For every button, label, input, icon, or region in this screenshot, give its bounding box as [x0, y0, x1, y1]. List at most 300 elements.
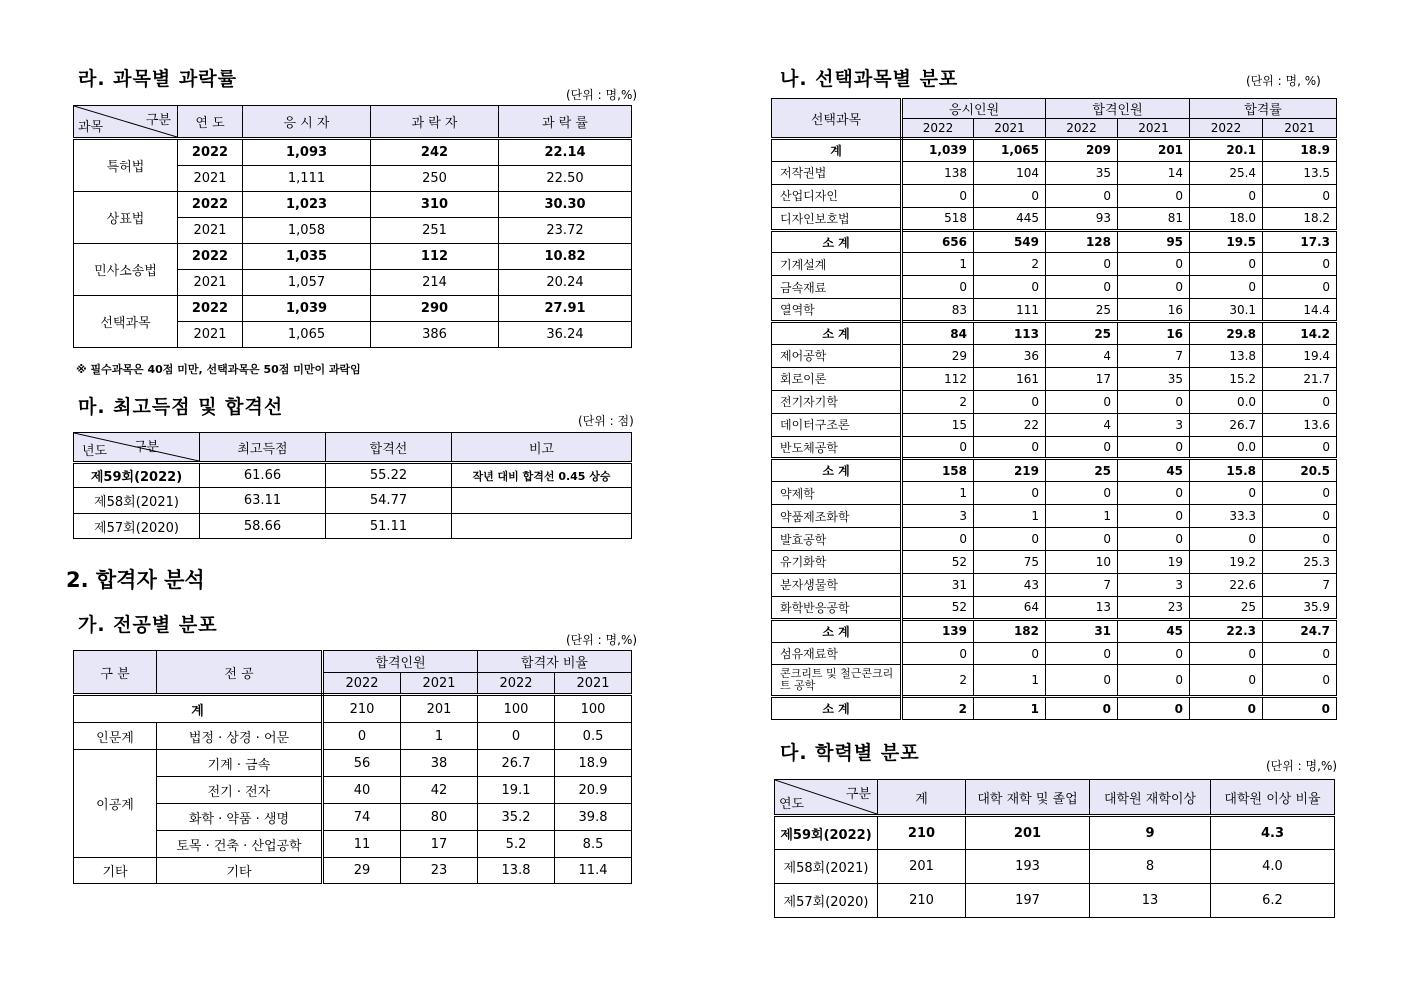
value-cell: 111 — [974, 299, 1046, 322]
table-row — [74, 139, 632, 166]
col-header: 전 공 — [157, 651, 323, 695]
value-cell: 158 — [902, 459, 974, 482]
col-header: 과 락 자 — [371, 106, 499, 139]
major-cell: 전기 · 전자 — [157, 777, 323, 804]
value-cell: 0 — [974, 276, 1046, 299]
value-cell: 7 — [1046, 573, 1118, 596]
value-cell: 15.8 — [1190, 459, 1263, 482]
year-header: 2021 — [401, 673, 478, 695]
value-cell: 0 — [1118, 642, 1190, 665]
value-cell: 22.6 — [1190, 573, 1263, 596]
table-row — [772, 482, 1337, 505]
table-row — [74, 777, 632, 804]
value-cell: 0 — [902, 276, 974, 299]
value-cell: 4.0 — [1211, 850, 1335, 884]
value-cell: 0 — [1263, 253, 1337, 276]
major-cell: 기타 — [157, 858, 323, 884]
year-cell: 2021 — [178, 166, 243, 192]
subject-cell: 유기화학 — [772, 551, 902, 574]
table-row — [74, 750, 632, 777]
value-cell: 84 — [902, 322, 974, 345]
value-cell: 45 — [1118, 459, 1190, 482]
value-cell: 5.2 — [478, 831, 555, 858]
value-cell: 19.1 — [478, 777, 555, 804]
value-cell: 0 — [974, 528, 1046, 551]
value-cell: 25 — [1046, 299, 1118, 322]
year-header: 2021 — [974, 119, 1046, 139]
value-cell: 27.91 — [499, 296, 632, 322]
value-cell: 201 — [401, 695, 478, 723]
year-header: 2021 — [1263, 119, 1337, 139]
value-cell: 2 — [974, 253, 1046, 276]
value-cell: 30.30 — [499, 192, 632, 218]
value-cell: 214 — [371, 270, 499, 296]
value-cell: 16 — [1118, 322, 1190, 345]
col-header: 선택과목 — [772, 99, 902, 139]
subject-cell: 소 계 — [772, 619, 902, 642]
subtotal-row — [772, 322, 1337, 345]
value-cell: 93 — [1046, 207, 1118, 230]
group-cell: 이공계 — [74, 750, 157, 858]
table-row — [772, 299, 1337, 322]
table-row — [772, 253, 1337, 276]
value-cell: 112 — [902, 367, 974, 390]
col-header: 연 도 — [178, 106, 243, 139]
year-cell: 2022 — [178, 244, 243, 270]
value-cell: 100 — [478, 695, 555, 723]
col-header: 계 — [878, 780, 966, 816]
subject-cell: 반도체공학 — [772, 436, 902, 459]
value-cell: 22 — [974, 413, 1046, 436]
table-row — [74, 488, 632, 514]
value-cell: 251 — [371, 218, 499, 244]
value-cell: 210 — [878, 884, 966, 918]
value-cell: 52 — [902, 551, 974, 574]
col-header: 합격인원 — [323, 651, 478, 673]
corner-bottom: 연도 — [779, 797, 805, 812]
value-cell: 201 — [878, 850, 966, 884]
subject-cell: 화학반응공학 — [772, 596, 902, 619]
value-cell: 0 — [1263, 642, 1337, 665]
value-cell: 0 — [1046, 528, 1118, 551]
value-cell: 1 — [902, 482, 974, 505]
value-cell: 0 — [1190, 697, 1263, 720]
value-cell: 83 — [902, 299, 974, 322]
value-cell: 45 — [1118, 619, 1190, 642]
table-row — [74, 831, 632, 858]
table-row — [772, 642, 1337, 665]
value-cell: 42 — [401, 777, 478, 804]
section-ra-unit: (단위 : 명,%) — [566, 88, 638, 102]
value-cell: 0 — [974, 482, 1046, 505]
value-cell: 1 — [974, 505, 1046, 528]
value-cell: 95 — [1118, 230, 1190, 253]
value-cell: 22.14 — [499, 139, 632, 166]
value-cell: 33.3 — [1190, 505, 1263, 528]
value-cell: 58.66 — [200, 514, 326, 539]
value-cell: 0 — [1118, 436, 1190, 459]
remark-cell — [452, 514, 632, 539]
subject-cell: 계 — [772, 139, 902, 162]
value-cell: 1 — [974, 697, 1046, 720]
value-cell: 0 — [1263, 697, 1337, 720]
col-header: 응시인원 — [902, 99, 1046, 119]
section-ra-title: 라. 과목별 과락률 — [78, 68, 237, 90]
value-cell: 26.7 — [1190, 413, 1263, 436]
value-cell: 13.8 — [1190, 345, 1263, 368]
value-cell: 16 — [1118, 299, 1190, 322]
year-header: 2021 — [555, 673, 632, 695]
value-cell: 31 — [1046, 619, 1118, 642]
year-cell: 2021 — [178, 270, 243, 296]
total-label: 계 — [74, 695, 323, 723]
table-row — [775, 816, 1335, 850]
value-cell: 17.3 — [1263, 230, 1337, 253]
value-cell: 445 — [974, 207, 1046, 230]
value-cell: 0 — [1263, 184, 1337, 207]
value-cell: 8.5 — [555, 831, 632, 858]
table-row — [772, 184, 1337, 207]
table-row — [772, 345, 1337, 368]
table-row — [772, 207, 1337, 230]
value-cell: 182 — [974, 619, 1046, 642]
value-cell: 11 — [323, 831, 401, 858]
value-cell: 80 — [401, 804, 478, 831]
section-da-unit: (단위 : 명,%) — [1266, 759, 1338, 773]
table-row — [772, 665, 1337, 697]
round-cell: 제57회(2020) — [74, 514, 200, 539]
group-cell: 기타 — [74, 858, 157, 884]
year-cell: 2022 — [178, 296, 243, 322]
value-cell: 38 — [401, 750, 478, 777]
subject-cell: 소 계 — [772, 230, 902, 253]
value-cell: 0 — [1190, 642, 1263, 665]
value-cell: 25.4 — [1190, 161, 1263, 184]
value-cell: 35.9 — [1263, 596, 1337, 619]
corner-cell — [775, 780, 878, 816]
table-row — [74, 858, 632, 884]
subject-cell: 데이터구조론 — [772, 413, 902, 436]
col-header: 합격인원 — [1046, 99, 1190, 119]
value-cell: 61.66 — [200, 463, 326, 488]
value-cell: 10.82 — [499, 244, 632, 270]
value-cell: 386 — [371, 322, 499, 348]
value-cell: 7 — [1118, 345, 1190, 368]
value-cell: 2 — [902, 665, 974, 697]
value-cell: 23 — [1118, 596, 1190, 619]
value-cell: 15.2 — [1190, 367, 1263, 390]
value-cell: 35 — [1046, 161, 1118, 184]
value-cell: 25.3 — [1263, 551, 1337, 574]
section-na-title: 나. 선택과목별 분포 — [780, 68, 959, 90]
value-cell: 1 — [1046, 505, 1118, 528]
value-cell: 19 — [1118, 551, 1190, 574]
value-cell: 20.5 — [1263, 459, 1337, 482]
fail-rate-table — [73, 105, 632, 348]
year-header: 2022 — [323, 673, 401, 695]
value-cell: 22.3 — [1190, 619, 1263, 642]
value-cell: 104 — [974, 161, 1046, 184]
value-cell: 310 — [371, 192, 499, 218]
value-cell: 0 — [1046, 390, 1118, 413]
value-cell: 0 — [902, 436, 974, 459]
year-header: 2022 — [478, 673, 555, 695]
group-cell: 인문계 — [74, 723, 157, 750]
value-cell: 0.0 — [1190, 390, 1263, 413]
subject-cell: 소 계 — [772, 322, 902, 345]
round-cell: 제58회(2021) — [74, 488, 200, 514]
value-cell: 0 — [1118, 697, 1190, 720]
value-cell: 128 — [1046, 230, 1118, 253]
col-header: 구 분 — [74, 651, 157, 695]
value-cell: 26.7 — [478, 750, 555, 777]
subject-cell: 금속재료 — [772, 276, 902, 299]
value-cell: 17 — [1046, 367, 1118, 390]
subject-cell: 열역학 — [772, 299, 902, 322]
value-cell: 7 — [1263, 573, 1337, 596]
value-cell: 290 — [371, 296, 499, 322]
value-cell: 43 — [974, 573, 1046, 596]
value-cell: 6.2 — [1211, 884, 1335, 918]
table-row — [74, 514, 632, 539]
value-cell: 0 — [1046, 436, 1118, 459]
value-cell: 30.1 — [1190, 299, 1263, 322]
value-cell: 11.4 — [555, 858, 632, 884]
table-row — [775, 850, 1335, 884]
value-cell: 1,058 — [243, 218, 371, 244]
col-header: 대학 재학 및 졸업 — [966, 780, 1090, 816]
value-cell: 29 — [902, 345, 974, 368]
value-cell: 209 — [1046, 139, 1118, 162]
value-cell: 1,057 — [243, 270, 371, 296]
value-cell: 55.22 — [326, 463, 452, 488]
value-cell: 13 — [1090, 884, 1211, 918]
value-cell: 14 — [1118, 161, 1190, 184]
value-cell: 656 — [902, 230, 974, 253]
value-cell: 18.0 — [1190, 207, 1263, 230]
col-header: 대학원 이상 비율 — [1211, 780, 1335, 816]
value-cell: 0 — [1118, 505, 1190, 528]
subtotal-row — [772, 459, 1337, 482]
value-cell: 56 — [323, 750, 401, 777]
major-cell: 화학 · 약품 · 생명 — [157, 804, 323, 831]
major-cell: 기계 · 금속 — [157, 750, 323, 777]
value-cell: 0 — [1263, 390, 1337, 413]
subject-cell: 발효공학 — [772, 528, 902, 551]
value-cell: 1,065 — [974, 139, 1046, 162]
subject-cell: 제어공학 — [772, 345, 902, 368]
value-cell: 518 — [902, 207, 974, 230]
value-cell: 74 — [323, 804, 401, 831]
table-row — [772, 551, 1337, 574]
col-header: 합격률 — [1190, 99, 1337, 119]
value-cell: 100 — [555, 695, 632, 723]
value-cell: 39.8 — [555, 804, 632, 831]
value-cell: 1,023 — [243, 192, 371, 218]
education-table — [774, 779, 1335, 918]
value-cell: 0 — [323, 723, 401, 750]
value-cell: 1 — [401, 723, 478, 750]
year-cell: 2021 — [178, 322, 243, 348]
section-da-title: 다. 학력별 분포 — [780, 742, 920, 764]
table-row — [74, 695, 632, 723]
value-cell: 0 — [1190, 253, 1263, 276]
subject-cell: 소 계 — [772, 697, 902, 720]
value-cell: 1,035 — [243, 244, 371, 270]
subject-cell: 기계설계 — [772, 253, 902, 276]
value-cell: 4 — [1046, 345, 1118, 368]
table-row — [772, 596, 1337, 619]
year-cell: 2022 — [178, 192, 243, 218]
value-cell: 18.2 — [1263, 207, 1337, 230]
corner-cell — [74, 433, 200, 463]
value-cell: 4.3 — [1211, 816, 1335, 850]
col-header: 과 락 률 — [499, 106, 632, 139]
value-cell: 1,065 — [243, 322, 371, 348]
value-cell: 0 — [1263, 436, 1337, 459]
value-cell: 75 — [974, 551, 1046, 574]
table-row — [74, 296, 632, 322]
value-cell: 54.77 — [326, 488, 452, 514]
value-cell: 31 — [902, 573, 974, 596]
table-row — [772, 505, 1337, 528]
value-cell: 0.5 — [555, 723, 632, 750]
table-row — [772, 276, 1337, 299]
subject-cell: 약제학 — [772, 482, 902, 505]
year-cell: 2022 — [178, 139, 243, 166]
col-header: 합격선 — [326, 433, 452, 463]
year-header: 2022 — [1190, 119, 1263, 139]
subject-cell: 콘크리트 및 철근콘크리트 공학 — [772, 665, 902, 697]
value-cell: 20.9 — [555, 777, 632, 804]
corner-top: 구분 — [145, 113, 171, 128]
table-row — [772, 367, 1337, 390]
value-cell: 0 — [1118, 528, 1190, 551]
value-cell: 0 — [1263, 482, 1337, 505]
value-cell: 201 — [966, 816, 1090, 850]
value-cell: 64 — [974, 596, 1046, 619]
subject-cell: 선택과목 — [74, 296, 178, 348]
value-cell: 0 — [1263, 528, 1337, 551]
corner-bottom: 과목 — [78, 120, 104, 135]
value-cell: 1,039 — [243, 296, 371, 322]
remark-cell — [452, 488, 632, 514]
year-cell: 2021 — [178, 218, 243, 244]
value-cell: 0 — [1046, 276, 1118, 299]
value-cell: 0 — [1263, 665, 1337, 697]
col-header: 대학원 재학이상 — [1090, 780, 1211, 816]
value-cell: 14.4 — [1263, 299, 1337, 322]
corner-cell — [74, 106, 178, 139]
value-cell: 0 — [1118, 665, 1190, 697]
table-row — [772, 161, 1337, 184]
value-cell: 19.4 — [1263, 345, 1337, 368]
value-cell: 0 — [974, 436, 1046, 459]
table-row — [74, 244, 632, 270]
value-cell: 549 — [974, 230, 1046, 253]
value-cell: 0 — [1118, 184, 1190, 207]
value-cell: 139 — [902, 619, 974, 642]
value-cell: 0 — [974, 184, 1046, 207]
value-cell: 10 — [1046, 551, 1118, 574]
corner-bottom: 년도 — [82, 444, 108, 459]
value-cell: 9 — [1090, 816, 1211, 850]
value-cell: 219 — [974, 459, 1046, 482]
value-cell: 161 — [974, 367, 1046, 390]
subject-cell: 분자생물학 — [772, 573, 902, 596]
table-row — [74, 192, 632, 218]
section-ga-unit: (단위 : 명,%) — [566, 633, 638, 647]
value-cell: 197 — [966, 884, 1090, 918]
table-row — [772, 528, 1337, 551]
corner-top: 구분 — [133, 440, 159, 455]
remark-cell: 작년 대비 합격선 0.45 상승 — [452, 463, 632, 488]
value-cell: 112 — [371, 244, 499, 270]
round-cell: 제57회(2020) — [775, 884, 878, 918]
value-cell: 242 — [371, 139, 499, 166]
value-cell: 0 — [1118, 253, 1190, 276]
value-cell: 193 — [966, 850, 1090, 884]
fail-rate-note: ※ 필수과목은 40점 미만, 선택과목은 50점 미만이 과락임 — [76, 363, 361, 376]
table-row — [775, 884, 1335, 918]
total-row — [772, 139, 1337, 162]
value-cell: 0 — [1190, 184, 1263, 207]
section-ma-unit: (단위 : 점) — [578, 414, 634, 428]
value-cell: 0 — [1118, 276, 1190, 299]
year-header: 2022 — [902, 119, 974, 139]
year-header: 2021 — [1118, 119, 1190, 139]
round-cell: 제59회(2022) — [775, 816, 878, 850]
value-cell: 20.24 — [499, 270, 632, 296]
value-cell: 25 — [1190, 596, 1263, 619]
subject-cell: 산업디자인 — [772, 184, 902, 207]
subtotal-row — [772, 230, 1337, 253]
value-cell: 20.1 — [1190, 139, 1263, 162]
value-cell: 25 — [1046, 322, 1118, 345]
value-cell: 4 — [1046, 413, 1118, 436]
subtotal-row — [772, 697, 1337, 720]
value-cell: 19.2 — [1190, 551, 1263, 574]
value-cell: 36 — [974, 345, 1046, 368]
heading-2: 2. 합격자 분석 — [66, 568, 205, 592]
value-cell: 138 — [902, 161, 974, 184]
value-cell: 52 — [902, 596, 974, 619]
value-cell: 24.7 — [1263, 619, 1337, 642]
subject-cell: 특허법 — [74, 139, 178, 192]
value-cell: 0 — [902, 642, 974, 665]
section-na-unit: (단위 : 명, %) — [1246, 74, 1321, 88]
value-cell: 14.2 — [1263, 322, 1337, 345]
value-cell: 63.11 — [200, 488, 326, 514]
value-cell: 51.11 — [326, 514, 452, 539]
top-score-table — [73, 432, 632, 539]
value-cell: 8 — [1090, 850, 1211, 884]
subject-cell: 약품제조화학 — [772, 505, 902, 528]
value-cell: 23.72 — [499, 218, 632, 244]
value-cell: 81 — [1118, 207, 1190, 230]
section-ma-title: 마. 최고득점 및 합격선 — [78, 396, 284, 418]
value-cell: 0 — [974, 642, 1046, 665]
subject-cell: 소 계 — [772, 459, 902, 482]
col-header: 합격자 비율 — [478, 651, 632, 673]
value-cell: 0 — [974, 390, 1046, 413]
value-cell: 3 — [902, 505, 974, 528]
value-cell: 0 — [1118, 482, 1190, 505]
value-cell: 0 — [902, 184, 974, 207]
value-cell: 0 — [1190, 482, 1263, 505]
value-cell: 13.5 — [1263, 161, 1337, 184]
col-header: 최고득점 — [200, 433, 326, 463]
